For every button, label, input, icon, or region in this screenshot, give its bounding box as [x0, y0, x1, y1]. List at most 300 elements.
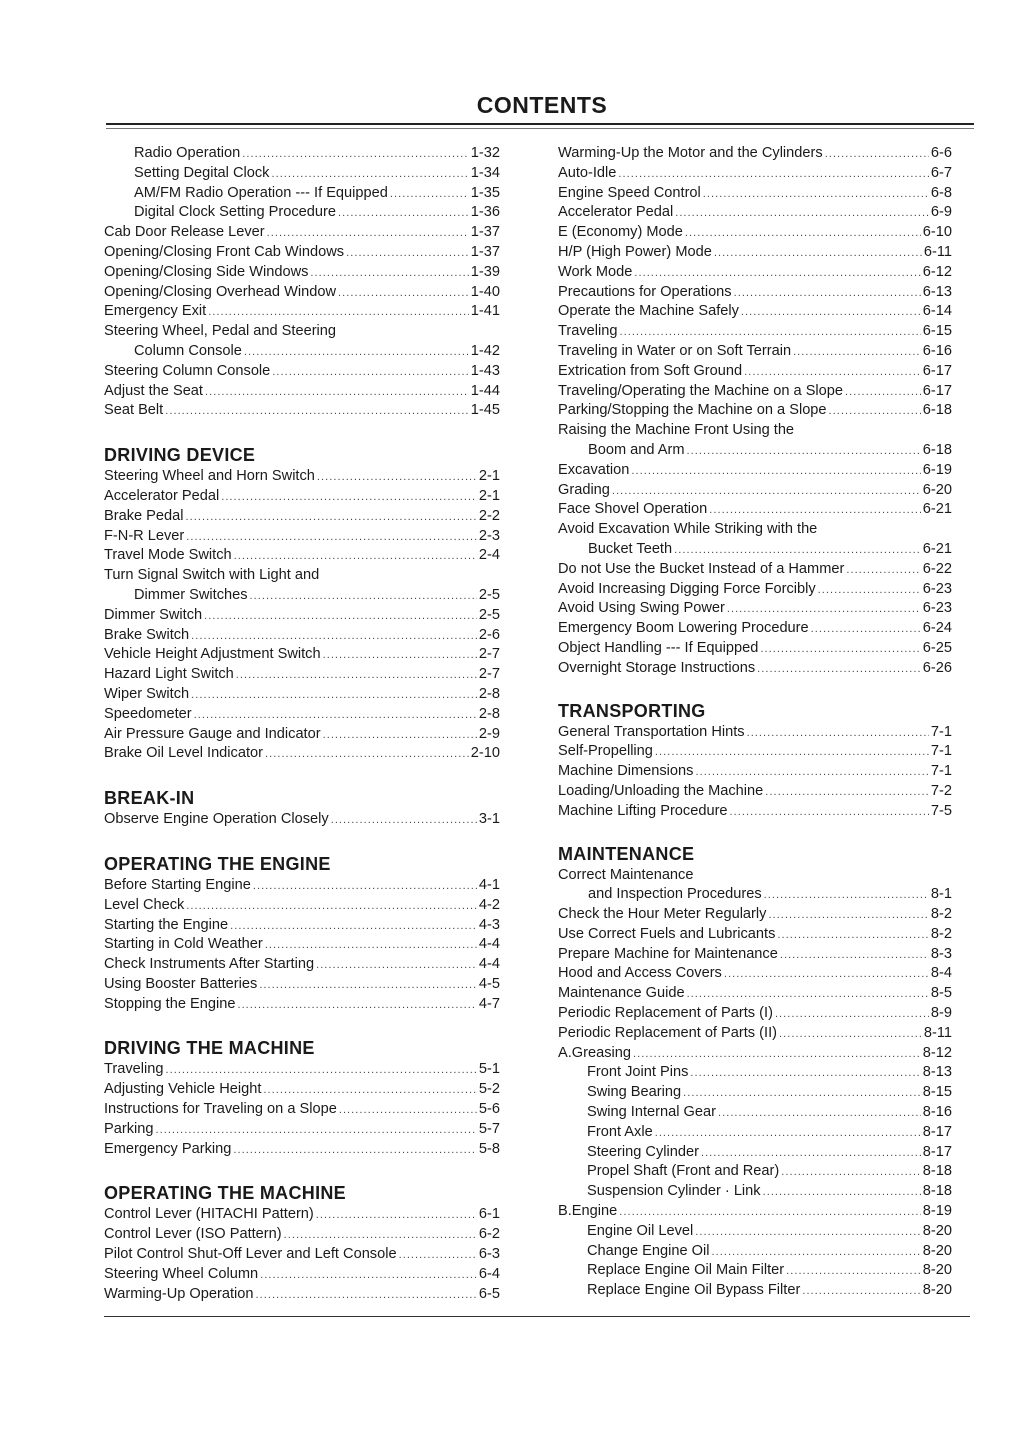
toc-entry-title: Raising the Machine Front Using the [558, 422, 795, 439]
toc-entry-line [558, 421, 952, 441]
toc-entry [558, 362, 952, 382]
dot-leader [244, 342, 469, 363]
toc-entry-page: 4-7 [478, 995, 500, 1012]
toc-entry [104, 975, 500, 995]
toc-entry-title: Face Shovel Operation [558, 501, 708, 518]
toc-entry-page: 6-13 [922, 283, 952, 300]
toc-entry-title: Operate the Machine Safely [558, 303, 739, 320]
toc-entry [104, 283, 500, 303]
toc-entry-title: Seat Belt [104, 402, 164, 419]
toc-entry-page: 8-15 [922, 1084, 952, 1101]
top-rule-thin [106, 128, 974, 129]
toc-entry-title: Control Lever (HITACHI Pattern) [104, 1206, 314, 1223]
toc-entry-page: 4-4 [478, 936, 500, 953]
toc-entry-title: Periodic Replacement of Parts (I) [558, 1005, 773, 1022]
toc-entry-title: Check Instruments After Starting [104, 956, 315, 973]
toc-entry-title: Propel Shaft (Front and Rear) [587, 1163, 780, 1180]
dot-leader [764, 885, 929, 906]
section-spacer [104, 1159, 500, 1181]
toc-entry-page: 2-6 [478, 626, 500, 643]
dot-leader [619, 322, 920, 343]
dot-leader [829, 401, 921, 422]
toc-entry-page: 8-18 [922, 1183, 952, 1200]
toc-entry-page: 6-26 [922, 659, 952, 676]
toc-entry [104, 546, 500, 566]
toc-entry-page: 5-6 [478, 1101, 500, 1118]
toc-entry-page: 4-3 [478, 916, 500, 933]
toc-entry-page: 5-8 [478, 1140, 500, 1157]
toc-entry [558, 1261, 952, 1281]
toc-entry-title: Wiper Switch [104, 685, 190, 702]
toc-entry [104, 1205, 500, 1225]
toc-entry-page: 8-2 [930, 925, 952, 942]
toc-entry-page: 6-1 [478, 1206, 500, 1223]
toc-entry-page: 6-10 [922, 224, 952, 241]
toc-entry-page: 8-13 [922, 1064, 952, 1081]
toc-entry [558, 1103, 952, 1123]
toc-entry-page: 1-35 [470, 184, 500, 201]
toc-entry [558, 782, 952, 802]
toc-entry [104, 223, 500, 243]
toc-entry-page: 6-22 [922, 560, 952, 577]
toc-entry [558, 441, 952, 461]
toc-entry-page: 6-7 [930, 164, 952, 181]
dot-leader [727, 599, 921, 620]
toc-entry-title: Use Correct Fuels and Lubricants [558, 925, 776, 942]
toc-entry-title: Column Console [134, 342, 242, 359]
toc-entry [558, 1004, 952, 1024]
toc-entry-title: Traveling [104, 1061, 164, 1078]
toc-entry [104, 935, 500, 955]
toc-entry-page: 2-5 [478, 586, 500, 603]
toc-entry-title: Steering Wheel and Horn Switch [104, 468, 315, 485]
dot-leader [253, 876, 477, 897]
dot-leader [765, 782, 929, 803]
toc-entry-page: 8-20 [922, 1222, 952, 1239]
toc-entry-title: Starting in Cold Weather [104, 936, 263, 953]
dot-leader [825, 144, 929, 165]
section-spacer [558, 679, 952, 699]
dot-leader [204, 606, 477, 627]
toc-entry [104, 302, 500, 322]
toc-entry-page: 2-10 [470, 745, 500, 762]
toc-entry-marker: B. [558, 1203, 572, 1220]
toc-entry-title: Replace Engine Oil Bypass Filter [587, 1282, 801, 1299]
dot-leader [631, 461, 920, 482]
toc-entry [104, 362, 500, 382]
dot-leader [744, 362, 921, 383]
toc-entry-title: Steering Wheel Column [104, 1265, 259, 1282]
toc-entry [558, 802, 952, 822]
toc-entry-title: Auto-Idle [558, 164, 617, 181]
toc-entry [558, 723, 952, 743]
toc-entry-page: 6-4 [478, 1265, 500, 1282]
toc-entry [558, 945, 952, 965]
toc-entry [558, 203, 952, 223]
toc-entry-title: Brake Oil Level Indicator [104, 745, 263, 762]
dot-leader [237, 995, 476, 1016]
section-heading: BREAK-IN [104, 788, 195, 809]
dot-leader [256, 1285, 477, 1306]
toc-entry-page: 4-4 [478, 956, 500, 973]
toc-entry-page: 1-37 [470, 224, 500, 241]
dot-leader [712, 1242, 921, 1263]
toc-entry [104, 586, 500, 606]
toc-entry [104, 144, 500, 164]
toc-entry [558, 184, 952, 204]
dot-leader [331, 810, 477, 831]
toc-entry-marker: A. [558, 1044, 572, 1061]
toc-entry [558, 263, 952, 283]
dot-leader [186, 507, 477, 528]
toc-entry-title: Loading/Unloading the Machine [558, 782, 764, 799]
toc-entry-page: 6-14 [922, 303, 952, 320]
dot-leader [323, 725, 477, 746]
toc-entry-page: 7-5 [930, 802, 952, 819]
toc-entry-line [104, 566, 500, 586]
dot-leader [690, 1063, 920, 1084]
toc-entry-title: Turn Signal Switch with Light and [104, 567, 320, 584]
dot-leader [734, 283, 921, 304]
toc-entry-page: 1-34 [470, 164, 500, 181]
toc-entry-title: Adjust the Seat [104, 382, 203, 399]
toc-entry-title: Control Lever (ISO Pattern) [104, 1226, 282, 1243]
toc-entry-title: Brake Pedal [104, 507, 184, 524]
toc-entry-title: Warming-Up Operation [104, 1285, 254, 1302]
dot-leader [683, 1083, 921, 1104]
toc-entry [558, 382, 952, 402]
toc-entry-title: Instructions for Traveling on a Slope [104, 1101, 337, 1118]
dot-leader [265, 935, 477, 956]
toc-entry-title: Parking/Stopping the Machine on a Slope [558, 402, 827, 419]
toc-entry [558, 342, 952, 362]
toc-entry [104, 896, 500, 916]
toc-entry-page: 2-1 [478, 487, 500, 504]
toc-entry-title: Emergency Parking [104, 1140, 232, 1157]
toc-entry-page: 6-17 [922, 362, 952, 379]
toc-entry-title: Avoid Excavation While Striking with the [558, 521, 818, 538]
toc-entry [558, 659, 952, 679]
dot-leader [695, 1222, 921, 1243]
bottom-rule [104, 1316, 970, 1317]
section-spacer [104, 830, 500, 852]
toc-entry [104, 467, 500, 487]
dot-leader [236, 665, 477, 686]
toc-entry [104, 382, 500, 402]
toc-right-column [558, 144, 952, 1301]
dot-leader [194, 705, 477, 726]
dot-leader [675, 203, 929, 224]
toc-entry [558, 1202, 952, 1222]
toc-entry-page: 8-20 [922, 1242, 952, 1259]
toc-entry [104, 342, 500, 362]
toc-entry-page: 6-8 [930, 184, 952, 201]
toc-entry-title: F-N-R Lever [104, 527, 185, 544]
toc-entry [104, 626, 500, 646]
toc-entry [104, 645, 500, 665]
toc-entry [104, 487, 500, 507]
dot-leader [747, 723, 929, 744]
toc-entry-page: 6-18 [922, 402, 952, 419]
dot-leader [701, 1143, 921, 1164]
toc-entry-title: Steering Wheel, Pedal and Steering [104, 323, 337, 340]
toc-entry-page: 8-20 [922, 1262, 952, 1279]
section-heading: OPERATING THE ENGINE [104, 853, 331, 874]
toc-entry-title: Engine [571, 1203, 618, 1220]
toc-entry-title: and Inspection Procedures [588, 886, 762, 903]
dot-leader [191, 685, 477, 706]
dot-leader [165, 401, 469, 422]
toc-entry [558, 885, 952, 905]
toc-entry-page: 2-7 [478, 666, 500, 683]
toc-entry-page: 8-9 [930, 1005, 952, 1022]
toc-entry [104, 203, 500, 223]
dot-leader [316, 1205, 477, 1226]
toc-entry-line [104, 322, 500, 342]
dot-leader [186, 896, 477, 917]
toc-entry-title: Prepare Machine for Maintenance [558, 945, 778, 962]
toc-entry-page: 2-8 [478, 705, 500, 722]
toc-entry-title: Speedometer [104, 705, 192, 722]
toc-entry-title: Pilot Control Shut-Off Lever and Left Console [104, 1246, 397, 1263]
toc-entry-title: Brake Switch [104, 626, 190, 643]
toc-entry-page: 6-17 [922, 382, 952, 399]
toc-entry-title: Parking [104, 1120, 154, 1137]
dot-leader [633, 1044, 921, 1065]
dot-leader [612, 481, 921, 502]
toc-entry-title: Maintenance Guide [558, 985, 685, 1002]
toc-entry-title: AM/FM Radio Operation --- If Equipped [134, 184, 388, 201]
dot-leader [793, 342, 921, 363]
toc-entry-page: 1-44 [470, 382, 500, 399]
dot-leader [165, 1060, 476, 1081]
toc-entry-title: Excavation [558, 461, 630, 478]
toc-entry-title: Swing Internal Gear [587, 1104, 716, 1121]
toc-entry-title: Bucket Teeth [588, 540, 673, 557]
dot-leader [846, 560, 920, 581]
dot-leader [763, 1182, 921, 1203]
toc-entry [104, 665, 500, 685]
toc-entry-page: 8-11 [923, 1024, 952, 1041]
toc-entry-title: Engine Oil Level [587, 1222, 694, 1239]
top-rule [106, 123, 974, 125]
toc-entry [558, 1083, 952, 1103]
dot-leader [618, 164, 928, 185]
toc-entry [558, 401, 952, 421]
toc-entry [558, 964, 952, 984]
toc-entry-title: Front Axle [587, 1123, 653, 1140]
toc-entry [558, 243, 952, 263]
toc-entry-title: Opening/Closing Side Windows [104, 263, 309, 280]
dot-leader [271, 164, 468, 185]
toc-entry-page: 6-21 [922, 540, 952, 557]
dot-leader [259, 975, 477, 996]
toc-entry-page: 8-3 [930, 945, 952, 962]
dot-leader [205, 382, 469, 403]
dot-leader [284, 1225, 477, 1246]
dot-leader [741, 302, 921, 323]
toc-entry-title: Air Pressure Gauge and Indicator [104, 725, 321, 742]
toc-entry [104, 1140, 500, 1160]
toc-entry-page: 6-20 [922, 481, 952, 498]
toc-entry-page: 7-1 [930, 763, 952, 780]
toc-entry-title: Greasing [571, 1044, 632, 1061]
toc-entry-title: Correct Maintenance [558, 866, 694, 883]
toc-entry-page: 1-41 [470, 303, 500, 320]
toc-entry-title: Accelerator Pedal [104, 487, 220, 504]
dot-leader [634, 263, 920, 284]
toc-entry-title: Front Joint Pins [587, 1064, 689, 1081]
toc-entry [104, 1285, 500, 1305]
toc-entry [558, 762, 952, 782]
toc-entry [558, 481, 952, 501]
toc-entry [104, 1060, 500, 1080]
toc-entry-page: 8-20 [922, 1282, 952, 1299]
dot-leader [186, 527, 477, 548]
toc-entry-page: 5-7 [478, 1120, 500, 1137]
toc-entry-page: 1-37 [470, 243, 500, 260]
toc-entry-page: 6-9 [930, 204, 952, 221]
toc-entry [104, 1225, 500, 1245]
toc-entry [104, 263, 500, 283]
toc-entry [558, 1182, 952, 1202]
toc-entry-page: 1-43 [470, 362, 500, 379]
toc-left-column [104, 144, 500, 1304]
toc-entry-page: 8-1 [930, 886, 952, 903]
toc-entry-title: Object Handling --- If Equipped [558, 639, 759, 656]
dot-leader [390, 184, 469, 205]
toc-entry [558, 1242, 952, 1262]
toc-entry-title: General Transportation Hints [558, 723, 745, 740]
toc-entry-page: 2-3 [478, 527, 500, 544]
toc-entry-title: Emergency Boom Lowering Procedure [558, 620, 809, 637]
section-heading: OPERATING THE MACHINE [104, 1183, 346, 1204]
toc-entry-title: Setting Degital Clock [134, 164, 270, 181]
dot-leader [155, 1120, 476, 1141]
toc-entry-title: Stopping the Engine [104, 995, 236, 1012]
toc-entry [558, 1063, 952, 1083]
toc-entry-title: Periodic Replacement of Parts (II) [558, 1024, 777, 1041]
dot-leader [780, 945, 929, 966]
dot-leader [191, 626, 477, 647]
dot-leader [221, 487, 477, 508]
dot-leader [208, 302, 469, 323]
toc-entry-page: 8-4 [930, 965, 952, 982]
dot-leader [260, 1265, 477, 1286]
toc-entry-title: Check the Hour Meter Regularly [558, 906, 767, 923]
toc-entry-page: 1-39 [470, 263, 500, 280]
dot-leader [674, 540, 921, 561]
toc-entry [104, 725, 500, 745]
dot-leader [695, 762, 928, 783]
dot-leader [811, 619, 921, 640]
toc-entry [558, 639, 952, 659]
toc-entry-page: 6-6 [930, 145, 952, 161]
dot-leader [233, 1140, 477, 1161]
toc-entry-title: Swing Bearing [587, 1084, 682, 1101]
toc-entry-page: 6-16 [922, 342, 952, 359]
dot-leader [655, 1123, 921, 1144]
toc-entry [104, 685, 500, 705]
dot-leader [265, 744, 469, 765]
section-spacer [104, 421, 500, 443]
toc-entry-page: 6-23 [922, 600, 952, 617]
dot-leader [724, 964, 929, 985]
toc-entry-title: Vehicle Height Adjustment Switch [104, 646, 321, 663]
toc-entry-page: 2-2 [478, 507, 500, 524]
dot-leader [338, 203, 469, 224]
dot-leader [323, 645, 477, 666]
toc-entry-title: Avoid Increasing Digging Force Forcibly [558, 580, 816, 597]
toc-entry [558, 925, 952, 945]
toc-entry-page: 2-4 [478, 547, 500, 564]
toc-entry-page: 3-1 [478, 811, 500, 828]
toc-entry-title: Work Mode [558, 263, 633, 280]
toc-entry-page: 8-5 [930, 985, 952, 1002]
toc-entry-page: 4-2 [478, 896, 500, 913]
toc-entry [558, 1222, 952, 1242]
toc-entry [558, 984, 952, 1004]
toc-entry-page: 7-2 [930, 782, 952, 799]
section-heading: DRIVING DEVICE [104, 445, 256, 466]
toc-entry-page: 4-5 [478, 975, 500, 992]
toc-entry [104, 810, 500, 830]
toc-entry [558, 461, 952, 481]
dot-leader [685, 223, 921, 244]
section-spacer [558, 822, 952, 842]
toc-entry-title: Traveling/Operating the Machine on a Slope [558, 382, 844, 399]
toc-entry [104, 1265, 500, 1285]
dot-leader [310, 263, 468, 284]
toc-entry-title: Level Check [104, 896, 185, 913]
toc-entry [558, 1123, 952, 1143]
toc-entry [104, 705, 500, 725]
toc-entry-title: Change Engine Oil [587, 1242, 710, 1259]
toc-entry-title: Cab Door Release Lever [104, 224, 265, 241]
toc-entry-title: Engine Speed Control [558, 184, 701, 201]
toc-entry [558, 619, 952, 639]
toc-entry [558, 164, 952, 184]
toc-entry-page: 1-42 [470, 342, 500, 359]
dot-leader [757, 659, 921, 680]
toc-entry-title: Opening/Closing Front Cab Windows [104, 243, 345, 260]
dot-leader [250, 586, 477, 607]
toc-entry [104, 243, 500, 263]
toc-entry-title: Dimmer Switch [104, 606, 203, 623]
toc-entry-title: Steering Column Console [104, 362, 271, 379]
toc-entry-page: 8-19 [922, 1203, 952, 1220]
toc-entry-title: Machine Lifting Procedure [558, 802, 728, 819]
toc-entry [104, 995, 500, 1015]
toc-entry [558, 1281, 952, 1301]
dot-leader [760, 639, 920, 660]
toc-entry [558, 540, 952, 560]
toc-entry [104, 606, 500, 626]
toc-entry [104, 1100, 500, 1120]
toc-entry-page: 8-2 [930, 906, 952, 923]
toc-entry-page: 8-18 [922, 1163, 952, 1180]
dot-leader [230, 916, 477, 937]
toc-entry-title: Replace Engine Oil Main Filter [587, 1262, 785, 1279]
toc-entry-page: 6-3 [478, 1246, 500, 1263]
toc-entry [558, 742, 952, 762]
toc-entry-title: Radio Operation [134, 145, 241, 161]
toc-entry-page: 6-21 [922, 501, 952, 518]
dot-leader [234, 546, 477, 567]
toc-entry [104, 876, 500, 896]
dot-leader [730, 802, 929, 823]
section-spacer [104, 1014, 500, 1036]
